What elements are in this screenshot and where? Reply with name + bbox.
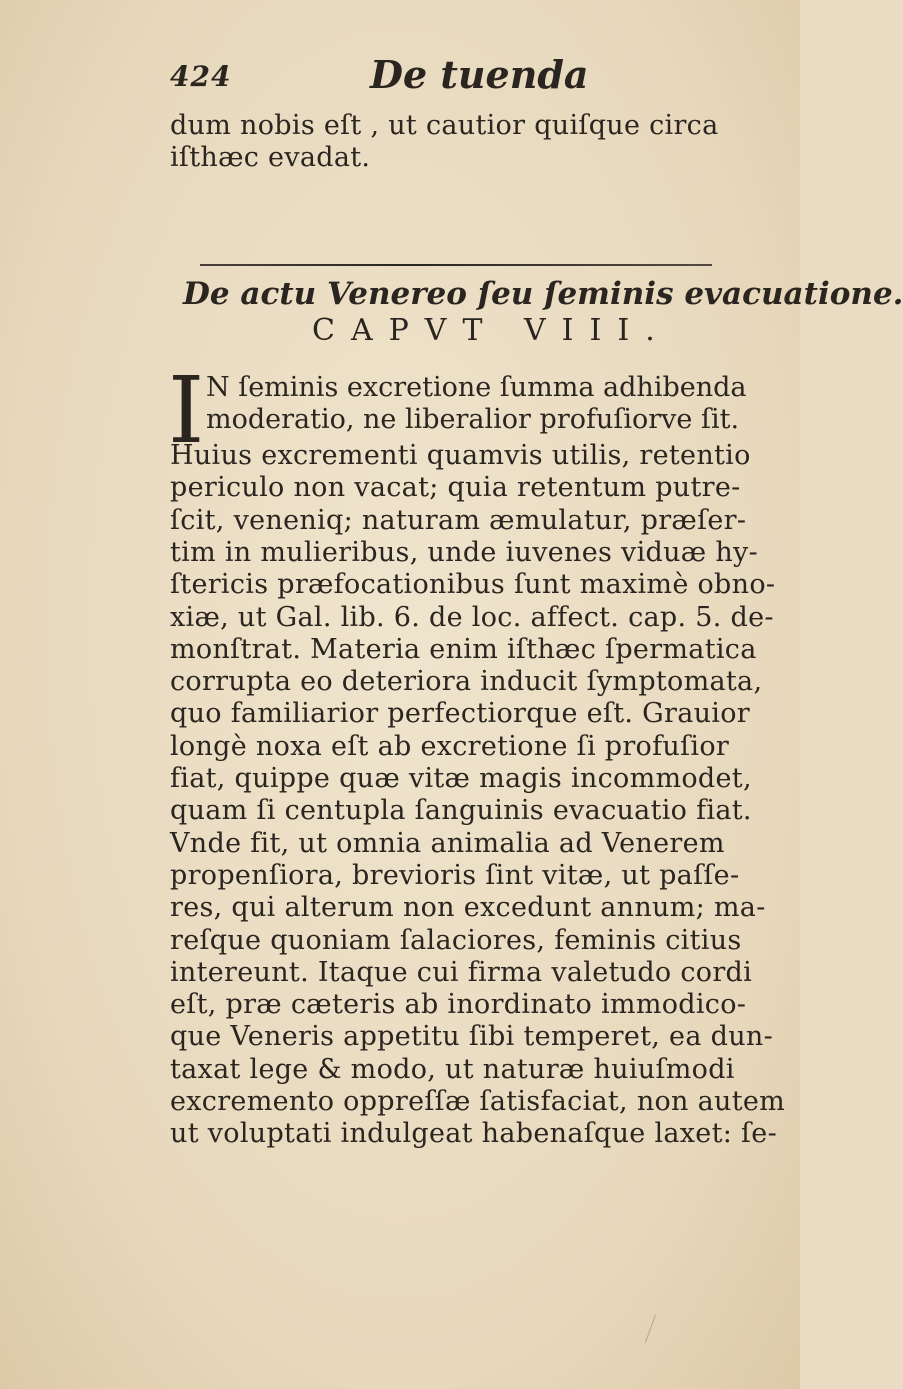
body-line: taxat lege & modo, ut naturæ huiuſmodi [170,1053,735,1085]
body-line: Vnde fit, ut omnia animalia ad Venerem [170,827,725,859]
body-line: longè noxa eſt ab excretione ſi profuſior [170,730,730,762]
body-line: que Veneris appetitu ſibi temperet, ea dun- [170,1021,773,1053]
ink-mark [645,1315,684,1354]
body-line: tim in mulieribus, unde iuvenes viduæ hy- [170,536,759,568]
intro-line: dum nobis eſt , ut cautior quiſque circa [170,110,719,141]
body-line: xiæ, ut Gal. lib. 6. de loc. affect. cap. 5. de- [170,601,774,633]
body-line-second: moderatio, ne liberalior profuſiorve ſit. [206,404,740,435]
running-head [170,52,650,102]
body-line: ut voluptati indulgeat habenaſque laxet: ſe- [170,1118,778,1150]
body-line: Huius excrementi quamvis utilis, retentio [170,440,751,471]
chapter-heading: CAPVT VIII. [312,313,671,348]
body-line: excremento oppreſſæ ſatisfaciat, non autem [170,1086,786,1117]
section-divider [200,264,712,266]
body-line: intereunt. Itaque cui firma valetudo cordi [170,956,753,988]
body-line: reſque quoniam ſalaciores, feminis citius [170,924,742,956]
body-line: quo familiarior perfectiorque eſt. Grauior [170,698,750,730]
drop-cap: I [168,357,205,464]
body-line: fiat, quippe quæ vitæ magis incommodet, [170,763,752,794]
body-line: corrupta eo deteriora inducit ſymptomata, [170,666,763,698]
body-line: propenſiora, brevioris ſint vitæ, ut paſſe- [170,859,740,891]
body-line: periculo non vacat; quia retentum putre- [170,472,741,504]
page-number: 424 [170,60,232,93]
body-line: res, qui alterum non excedunt annum; ma- [170,892,766,924]
body-line: eſt, præ cæteris ab inordinato immodico- [170,989,747,1021]
running-head-title: De tuenda [370,52,589,97]
intro-line: iſthæc evadat. [170,142,371,173]
body-line: quam ſi centupla ſanguinis evacuatio fiat. [170,795,752,827]
body-line: monſtrat. Materia enim iſthæc ſpermatica [170,633,757,665]
body-line: ſcit, veneniq; naturam æmulatur, præſer- [170,504,747,536]
body-line-first: N ſeminis excretione ſumma adhibenda [206,372,747,403]
section-title: De actu Venereo ſeu ſeminis evacuatione. [183,276,903,312]
body-line: ſtericis præfocationibus ſunt maximè obno- [170,569,776,601]
